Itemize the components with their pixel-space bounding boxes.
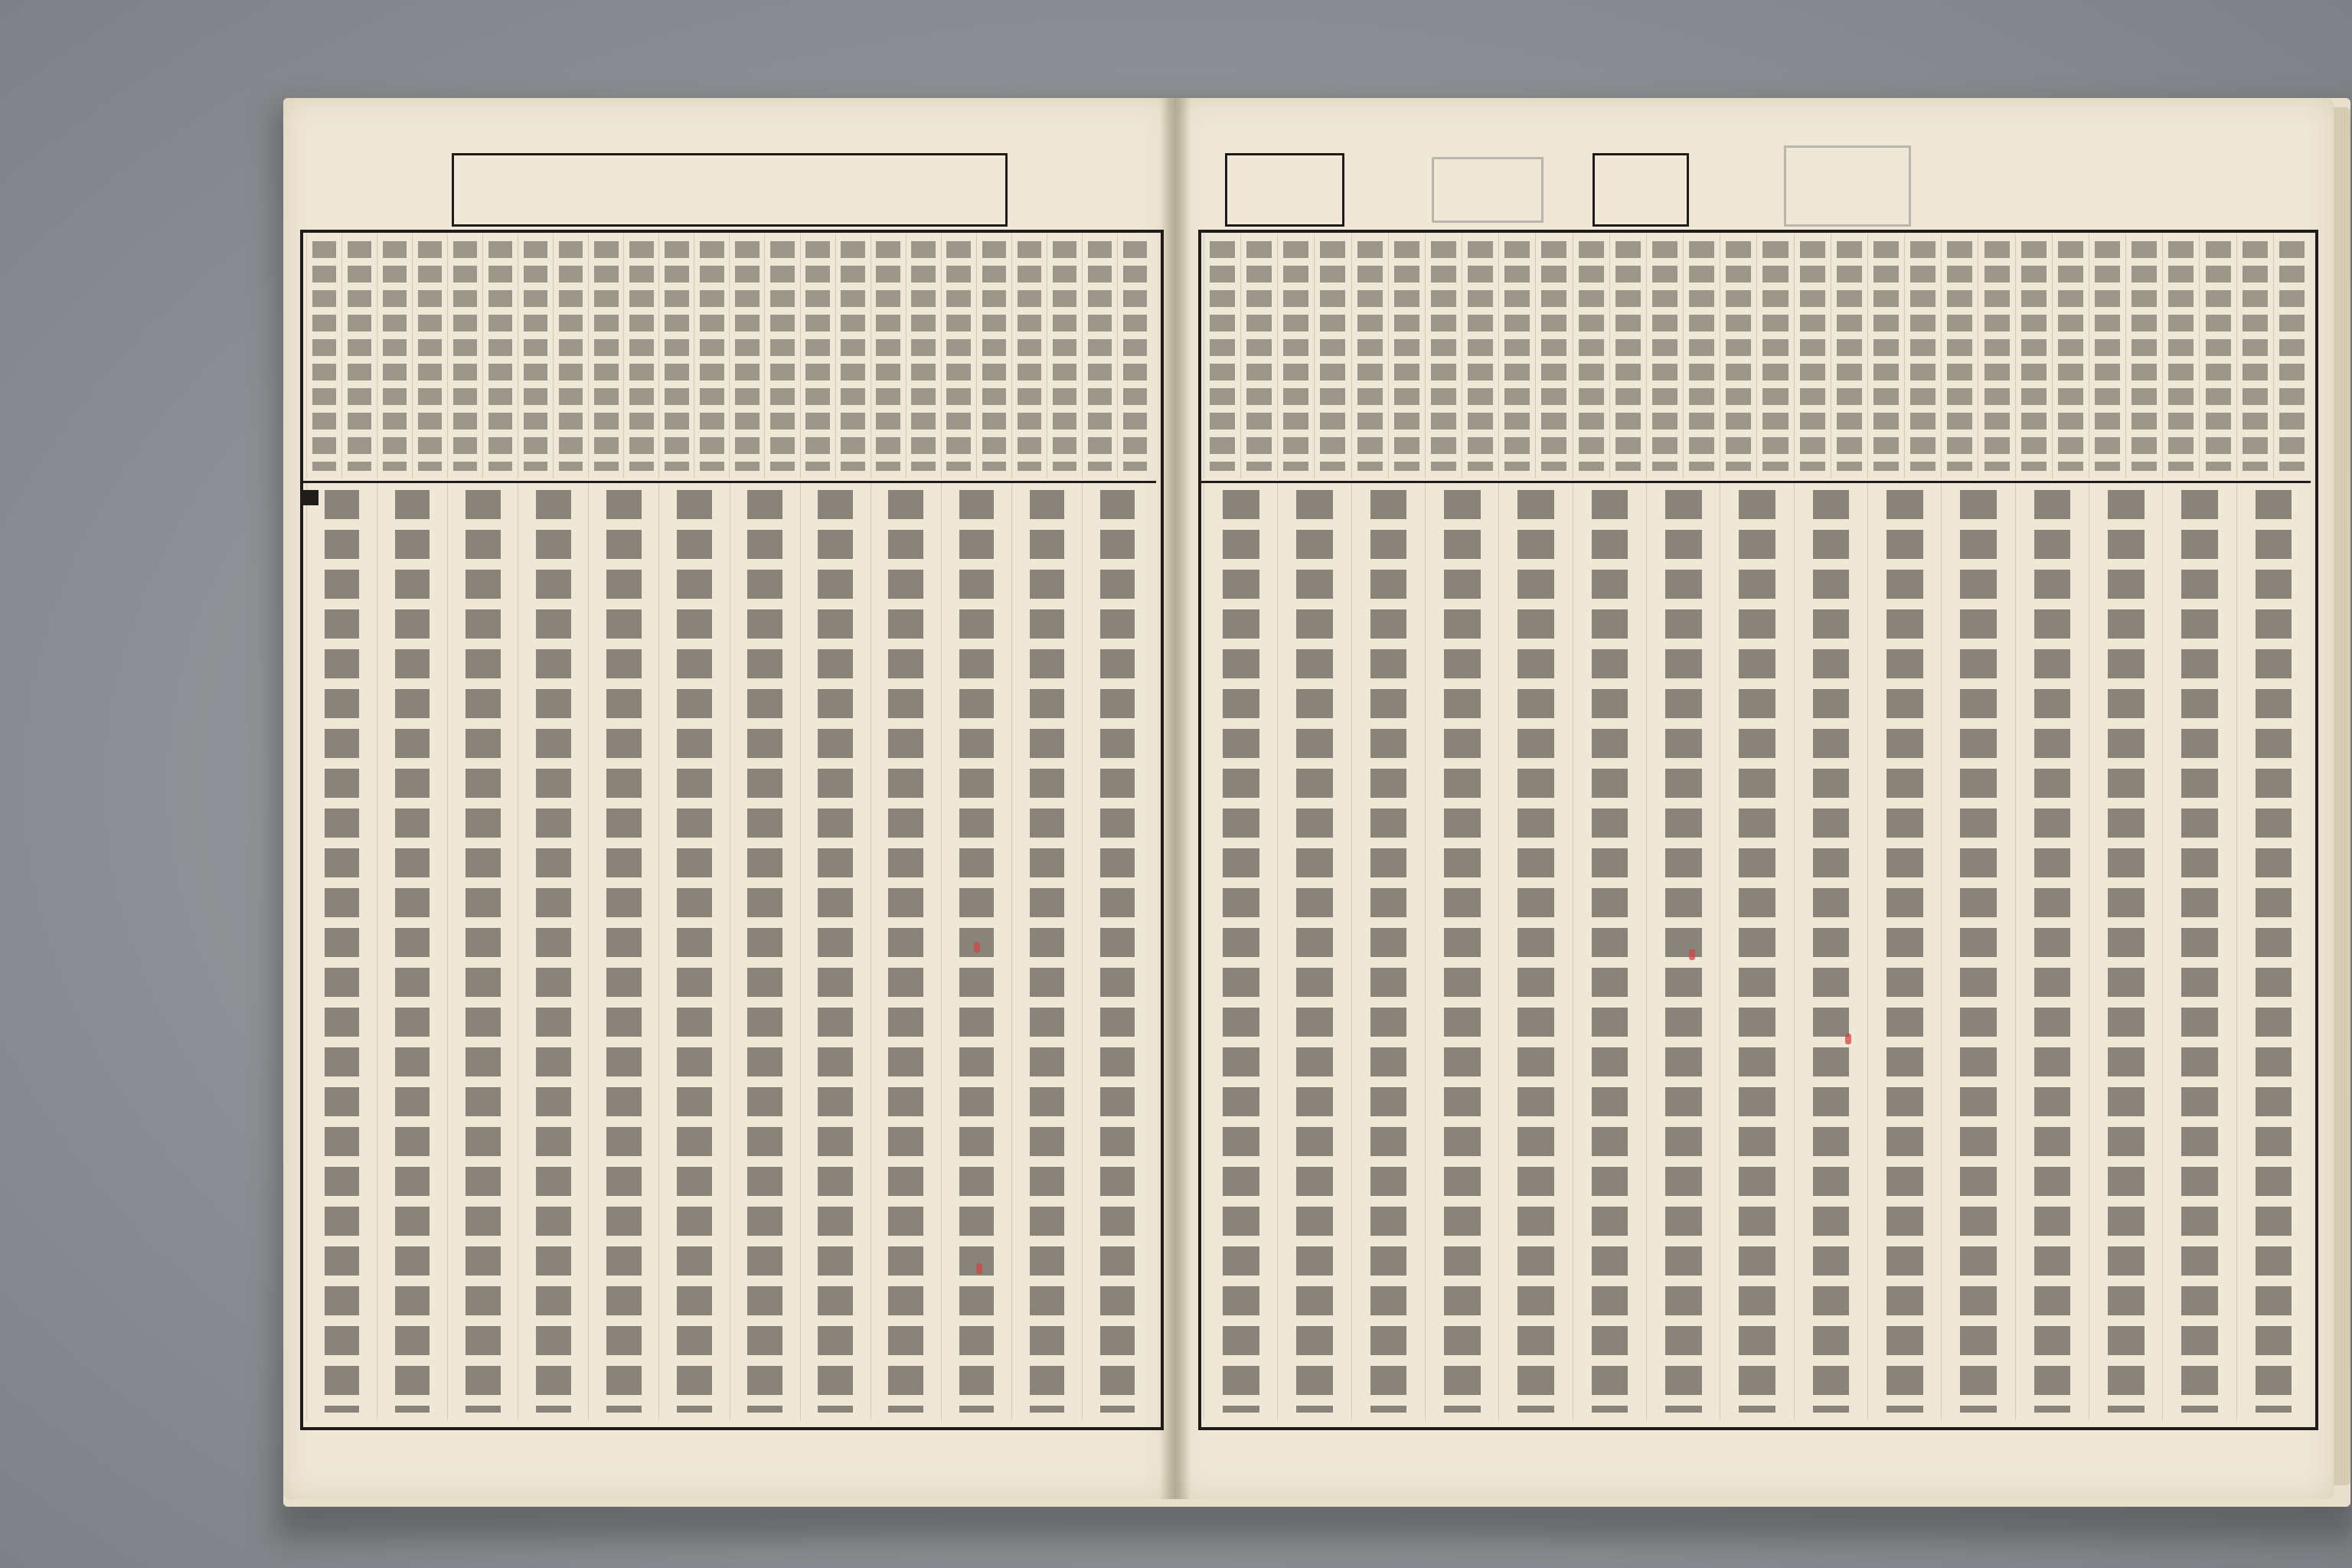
text-column bbox=[1011, 482, 1082, 1420]
text-column bbox=[2273, 234, 2310, 479]
text-column bbox=[377, 482, 447, 1420]
text-column bbox=[1683, 234, 1720, 479]
text-column bbox=[2125, 234, 2162, 479]
text-column bbox=[1646, 482, 1720, 1420]
text-column bbox=[1314, 234, 1351, 479]
text-column bbox=[447, 234, 482, 479]
left-upper-commentary bbox=[306, 234, 1152, 479]
text-column bbox=[1117, 234, 1152, 479]
text-column bbox=[694, 234, 729, 479]
text-column bbox=[1425, 234, 1462, 479]
text-column bbox=[1794, 482, 1867, 1420]
text-column bbox=[518, 482, 588, 1420]
right-header-gloss-box bbox=[1225, 153, 1344, 227]
text-column bbox=[2236, 234, 2273, 479]
text-column bbox=[1240, 234, 1277, 479]
text-column bbox=[1867, 482, 1941, 1420]
text-column bbox=[1794, 234, 1831, 479]
text-column bbox=[871, 482, 941, 1420]
book-gutter bbox=[1160, 98, 1191, 1499]
text-column bbox=[412, 234, 447, 479]
text-column bbox=[976, 234, 1011, 479]
text-column bbox=[482, 234, 518, 479]
text-column bbox=[1609, 234, 1646, 479]
text-column bbox=[1867, 234, 1904, 479]
text-column bbox=[1082, 234, 1117, 479]
text-column bbox=[1047, 234, 1082, 479]
text-column bbox=[377, 234, 412, 479]
text-column bbox=[1351, 482, 1425, 1420]
text-column bbox=[2015, 482, 2089, 1420]
text-column bbox=[730, 482, 800, 1420]
text-column bbox=[800, 482, 871, 1420]
text-column bbox=[1978, 234, 2014, 479]
text-column bbox=[658, 234, 694, 479]
text-column bbox=[1204, 234, 1240, 479]
red-reading-mark bbox=[974, 942, 980, 952]
text-column bbox=[1277, 234, 1314, 479]
text-column bbox=[2089, 482, 2162, 1420]
text-column bbox=[2162, 234, 2199, 479]
right-header-gloss-box bbox=[1592, 153, 1689, 227]
text-column bbox=[553, 234, 588, 479]
text-column bbox=[1462, 234, 1498, 479]
page-fore-edge bbox=[2334, 107, 2350, 1485]
text-column bbox=[1011, 234, 1047, 479]
text-column bbox=[1831, 234, 1867, 479]
text-column bbox=[764, 234, 799, 479]
text-column bbox=[800, 234, 835, 479]
text-column bbox=[941, 234, 976, 479]
text-column bbox=[871, 234, 906, 479]
text-column bbox=[1573, 482, 1646, 1420]
text-column bbox=[588, 482, 658, 1420]
text-column bbox=[2089, 234, 2125, 479]
text-column bbox=[906, 234, 941, 479]
text-column bbox=[1498, 482, 1572, 1420]
text-column bbox=[1388, 234, 1425, 479]
text-column bbox=[2162, 482, 2236, 1420]
red-reading-mark bbox=[1845, 1034, 1851, 1044]
text-column bbox=[1720, 482, 1793, 1420]
text-column bbox=[306, 482, 377, 1420]
text-column bbox=[1720, 234, 1756, 479]
right-header-band bbox=[1201, 153, 2311, 232]
text-column bbox=[1535, 234, 1572, 479]
text-column bbox=[1941, 234, 1978, 479]
text-column bbox=[1082, 482, 1152, 1420]
text-column bbox=[447, 482, 518, 1420]
text-column bbox=[518, 234, 553, 479]
text-column bbox=[2052, 234, 2089, 479]
left-header-gloss-box bbox=[452, 153, 1008, 227]
text-column bbox=[2199, 234, 2236, 479]
text-column bbox=[729, 234, 764, 479]
text-column bbox=[1425, 482, 1498, 1420]
left-main-text bbox=[306, 482, 1152, 1420]
text-column bbox=[1204, 482, 1277, 1420]
text-column bbox=[1941, 482, 2014, 1420]
text-column bbox=[306, 234, 341, 479]
text-column bbox=[1277, 482, 1351, 1420]
text-column bbox=[2236, 482, 2310, 1420]
text-column bbox=[835, 234, 871, 479]
text-column bbox=[623, 234, 658, 479]
red-reading-mark bbox=[1689, 949, 1695, 960]
text-column bbox=[588, 234, 623, 479]
text-column bbox=[1904, 234, 1941, 479]
right-main-text bbox=[1204, 482, 2310, 1420]
text-column bbox=[1351, 234, 1388, 479]
text-column bbox=[658, 482, 729, 1420]
text-column bbox=[1573, 234, 1609, 479]
text-column bbox=[1646, 234, 1683, 479]
text-column bbox=[341, 234, 377, 479]
text-column bbox=[1756, 234, 1793, 479]
text-column bbox=[2015, 234, 2052, 479]
red-reading-mark bbox=[976, 1263, 982, 1274]
right-upper-commentary bbox=[1204, 234, 2310, 479]
text-column bbox=[1498, 234, 1535, 479]
